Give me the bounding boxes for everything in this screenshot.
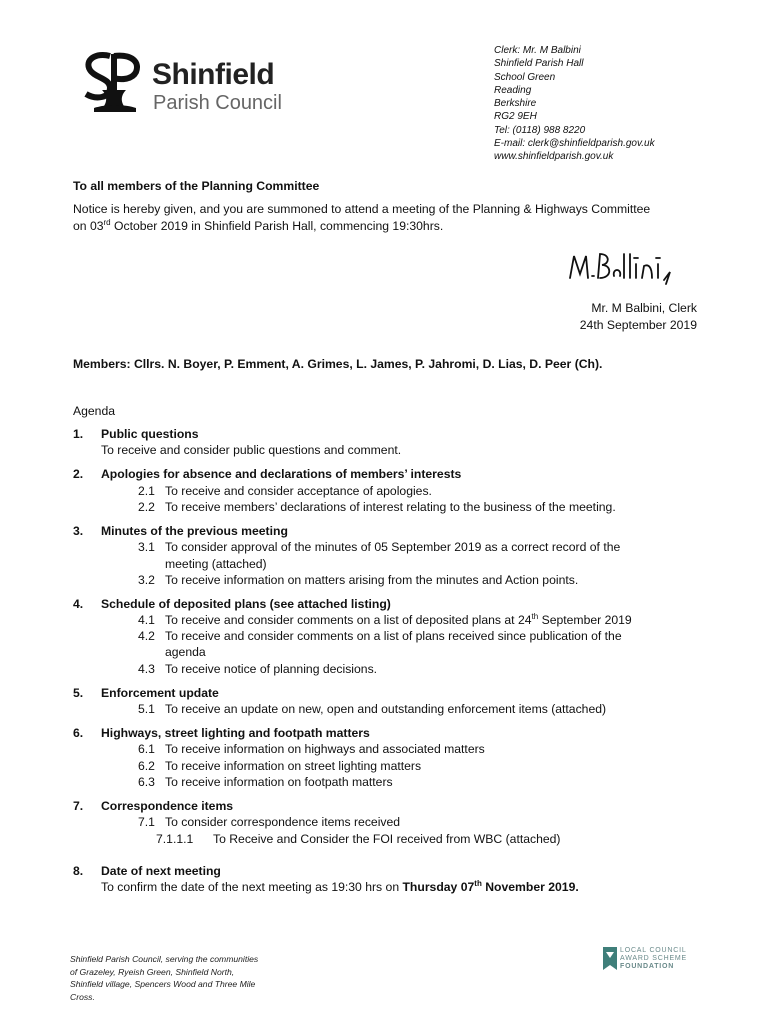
agenda-item-number: 5. <box>73 686 84 700</box>
sub-item-number: 7.1 <box>138 815 155 829</box>
sub-item-text: To receive information on footpath matters <box>165 775 393 789</box>
sub-item-number: 4.3 <box>138 662 155 676</box>
agenda-item-number: 2. <box>73 467 84 481</box>
footer-note <box>70 953 258 1003</box>
sub-item-number: 3.2 <box>138 573 155 587</box>
sub-item-number: 2.1 <box>138 484 155 498</box>
agenda-item-title: Apologies for absence and declarations of members’ interests <box>101 467 462 481</box>
notice-date: 24th September 2019 <box>579 318 697 332</box>
notice-line-1: Notice is hereby given, and you are summoned to attend a meeting of the Planning & Highways Committee <box>73 202 651 216</box>
agenda-item-title: Enforcement update <box>101 686 219 700</box>
sub-item-text: To receive information on matters arising from the minutes and Action points. <box>165 573 579 587</box>
address-line: Reading <box>494 84 532 96</box>
agenda-item-title: Schedule of deposited plans (see attached listing) <box>101 597 391 611</box>
address-line: Tel: (0118) 988 8220 <box>494 124 586 136</box>
address-line: Berkshire <box>494 98 537 110</box>
sub-item-text: To receive notice of planning decisions. <box>165 662 378 676</box>
agenda-item-title: Public questions <box>101 427 199 441</box>
signer-name: Mr. M Balbini, Clerk <box>591 301 697 315</box>
sub-item-number: 4.1 <box>138 613 155 627</box>
members-list: Members: Cllrs. N. Boyer, P. Emment, A. Grimes, L. James, P. Jahromi, D. Lias, D. Peer (Ch). <box>73 357 603 371</box>
sub-item-text: To receive and consider comments on a list of deposited plans at 24th September 2019 <box>165 611 632 627</box>
sub-item-number: 5.1 <box>138 702 155 716</box>
agenda-title: Agenda <box>73 404 116 418</box>
sub-item-text: To receive information on street lighting matters <box>165 759 422 773</box>
agenda-item-number: 7. <box>73 799 84 813</box>
sub-item-text: To consider correspondence items received <box>165 815 401 829</box>
agenda-item-text: To receive and consider public questions and comment. <box>101 443 402 457</box>
sub-item-text: To receive and consider comments on a list of plans received since publication of the <box>165 629 622 643</box>
org-name: Shinfield <box>152 58 275 91</box>
sp-monogram-icon <box>80 50 146 116</box>
notice-line-2: on 03rd October 2019 in Shinfield Parish Hall, commencing 19:30hrs. <box>73 217 444 233</box>
sub-item-number: 3.1 <box>138 540 155 554</box>
sub-item-text: To receive members’ declarations of interest relating to the business of the meeting. <box>165 500 616 514</box>
sub-item-text: To receive an update on new, open and outstanding enforcement items (attached) <box>165 702 607 716</box>
sub-item-number: 2.2 <box>138 500 155 514</box>
sub-item-text: To consider approval of the minutes of 05 September 2019 as a correct record of the <box>165 540 621 554</box>
sub-item-number: 6.3 <box>138 775 155 789</box>
sub-sub-item-number: 7.1.1.1 <box>156 832 194 846</box>
agenda-item-title: Highways, street lighting and footpath matters <box>101 726 370 740</box>
agenda-item-title: Minutes of the previous meeting <box>101 524 288 538</box>
sub-item-number: 6.2 <box>138 759 155 773</box>
agenda-item-title: Correspondence items <box>101 799 234 813</box>
address-line: School Green <box>494 71 556 83</box>
sub-item-text: To receive and consider acceptance of apologies. <box>165 484 432 498</box>
agenda-item-text: To confirm the date of the next meeting as 19:30 hrs on Thursday 07th November 2019. <box>101 878 579 894</box>
agenda-item-number: 8. <box>73 864 84 878</box>
sub-item-text-cont: meeting (attached) <box>165 557 267 571</box>
agenda-item-number: 6. <box>73 726 84 740</box>
address-line: Clerk: Mr. M Balbini <box>494 45 581 56</box>
org-subtitle: Parish Council <box>153 92 282 114</box>
award-scheme-logo <box>602 946 702 974</box>
sub-item-number: 6.1 <box>138 742 155 756</box>
footer-line: Shinfield village, Spencers Wood and Three Mile <box>70 979 256 989</box>
award-line: AWARD SCHEME <box>620 955 688 962</box>
sub-item-text: To receive information on highways and associated matters <box>165 742 485 756</box>
sub-item-number: 4.2 <box>138 629 155 643</box>
agenda-item-title: Date of next meeting <box>101 864 221 878</box>
agenda-item-number: 4. <box>73 597 84 611</box>
agenda-item-number: 3. <box>73 524 84 538</box>
footer-line: Cross. <box>70 991 95 1002</box>
council-logo <box>80 50 320 116</box>
award-line: FOUNDATION <box>620 963 675 970</box>
notice-recipient: To all members of the Planning Committee <box>73 179 320 193</box>
footer-line: Shinfield Parish Council, serving the communities <box>70 954 259 964</box>
sub-item-text-cont: agenda <box>165 645 206 659</box>
address-line: RG2 9EH <box>494 111 537 123</box>
address-line: Shinfield Parish Hall <box>494 58 584 70</box>
signature-image <box>566 250 690 286</box>
sub-sub-item-text: To Receive and Consider the FOI received from WBC (attached) <box>213 832 561 846</box>
agenda-item-number: 1. <box>73 427 84 441</box>
footer-line: of Grazeley, Ryeish Green, Shinfield North, <box>70 966 235 977</box>
award-line: LOCAL COUNCIL <box>620 947 687 954</box>
award-mark-icon <box>602 946 618 972</box>
address-block <box>494 44 655 164</box>
address-line: www.shinfieldparish.gov.uk <box>494 151 614 163</box>
address-line: E-mail: clerk@shinfieldparish.gov.uk <box>494 138 655 150</box>
